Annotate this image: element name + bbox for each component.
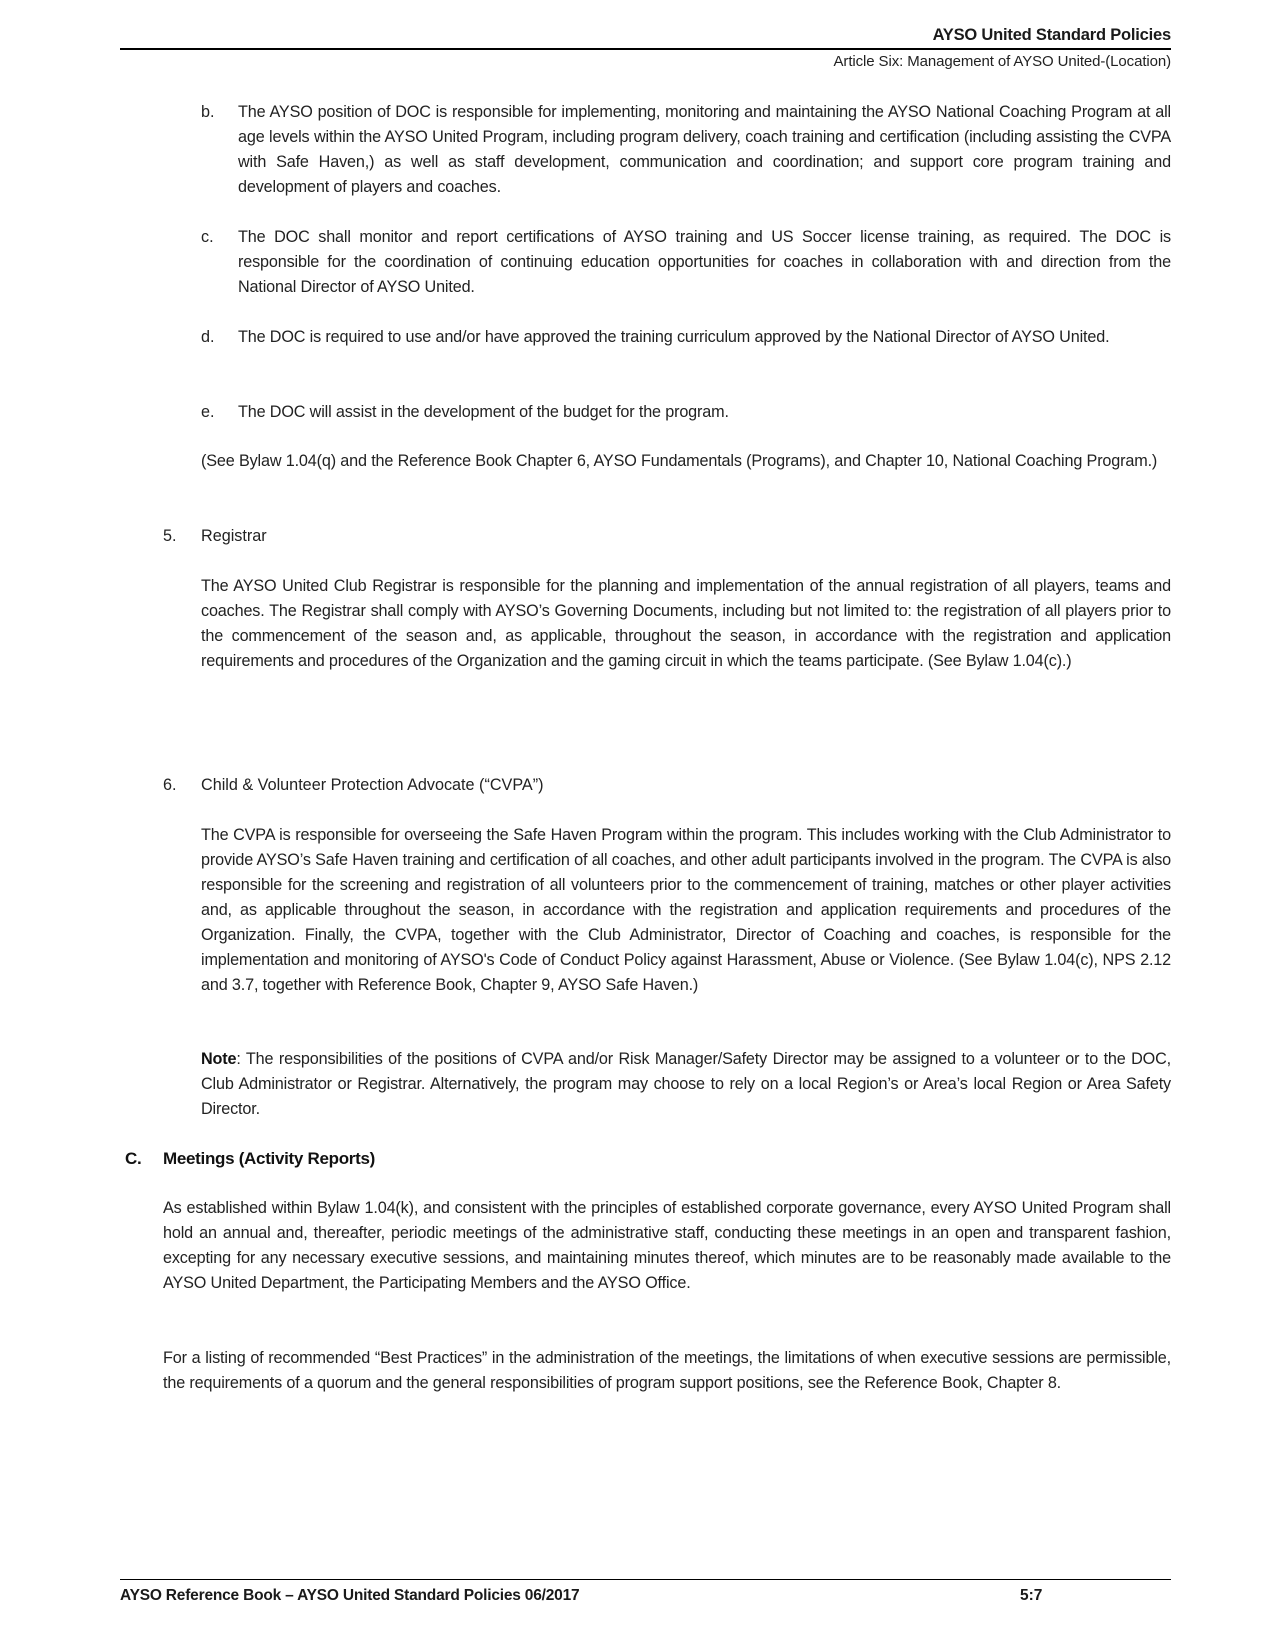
item-d-label: d. xyxy=(201,328,215,346)
section-5-number: 5. xyxy=(163,527,177,545)
section-c-letter: C. xyxy=(125,1149,142,1168)
note-text: : The responsibilities of the positions of CVPA and/or Risk Manager/Safety Director may be assigned to a volunteer or to the DOC, Club Administrator or Registrar. Alternatively, the program may choose to rely on a local Region’s or Area’s local Region or Area Safety Director. xyxy=(201,1050,1171,1118)
page-number: 5:7 xyxy=(1020,1587,1043,1604)
section-c-paragraph-1: As established within Bylaw 1.04(k), and consistent with the principles of established corporate governance, every AYSO United Program shall hold an annual and, thereafter, periodic meetings of the administrative staff, conducting these meetings in an open and transparent fashion, excepting for any necessary executive sessions, and maintaining minutes thereof, which minutes are to be reasonably made available to the AYSO United Department, the Participating Members and the AYSO Office. xyxy=(163,1199,1171,1292)
section-6-text: The CVPA is responsible for overseeing the Safe Haven Program within the program. This includes working with the Club Administrator to provide AYSO’s Safe Haven training and certification of all coaches, and other adult participants involved in the program. The CVPA is also responsible for the screening and registration of all volunteers prior to the commencement of training, matches or other player activities and, as applicable throughout the season, in accordance with the registration and application requirements and procedures of the Organization. Finally, the CVPA, together with the Club Administrator, Director of Coaching and coaches, is responsible for the implementation and monitoring of AYSO's Code of Conduct Policy against Harassment, Abuse or Violence. (See Bylaw 1.04(c), NPS 2.12 and 3.7, together with Reference Book, Chapter 9, AYSO Safe Haven.) xyxy=(201,826,1171,994)
header-divider xyxy=(120,48,1171,50)
item-d-text: The DOC is required to use and/or have approved the training curriculum approved by the National Director of AYSO United. xyxy=(238,328,1110,346)
item-b-text: The AYSO position of DOC is responsible for implementing, monitoring and maintaining the AYSO National Coaching Program at all age levels within the AYSO United Program, including program delivery, coach training and certification (including assisting the CVPA with Safe Haven,) as well as staff development, communication and coordination; and support core program training and development of players and coaches. xyxy=(238,103,1171,196)
item-c-text: The DOC shall monitor and report certifications of AYSO training and US Soccer license training, as required. The DOC is responsible for the coordination of continuing education opportunities for coaches in collaboration with and direction from the National Director of AYSO United. xyxy=(238,228,1171,296)
footer-document-title: AYSO Reference Book – AYSO United Standard Policies 06/2017 xyxy=(120,1587,580,1604)
section-6-number: 6. xyxy=(163,776,177,794)
header-title: AYSO United Standard Policies xyxy=(932,26,1171,44)
item-b-label: b. xyxy=(201,103,215,121)
section-6-note xyxy=(201,1047,1171,1122)
item-c-label: c. xyxy=(201,228,214,246)
footer-divider xyxy=(120,1579,1171,1580)
item-e-label: e. xyxy=(201,403,215,421)
note-label: Note xyxy=(201,1050,237,1068)
section-6-title: Child & Volunteer Protection Advocate (“CVPA”) xyxy=(201,776,544,794)
section-c-title: Meetings (Activity Reports) xyxy=(163,1149,375,1168)
item-e-text: The DOC will assist in the development of the budget for the program. xyxy=(238,403,729,421)
doc-reference-note: (See Bylaw 1.04(q) and the Reference Book Chapter 6, AYSO Fundamentals (Programs), and Chapter 10, National Coaching Program.) xyxy=(201,452,1158,470)
section-5-title: Registrar xyxy=(201,527,267,545)
section-c-paragraph-2: For a listing of recommended “Best Practices” in the administration of the meetings, the limitations of when executive sessions are permissible, the requirements of a quorum and the general responsibilities of program support positions, see the Reference Book, Chapter 8. xyxy=(163,1349,1171,1392)
header-subtitle: Article Six: Management of AYSO United-(Location) xyxy=(833,53,1171,70)
section-5-text: The AYSO United Club Registrar is responsible for the planning and implementation of the annual registration of all players, teams and coaches. The Registrar shall comply with AYSO’s Governing Documents, including but not limited to: the registration of all players prior to the commencement of the season and, as applicable, throughout the season, in accordance with the registration and application requirements and procedures of the Organization and the gaming circuit in which the teams participate. (See Bylaw 1.04(c).) xyxy=(201,577,1171,670)
